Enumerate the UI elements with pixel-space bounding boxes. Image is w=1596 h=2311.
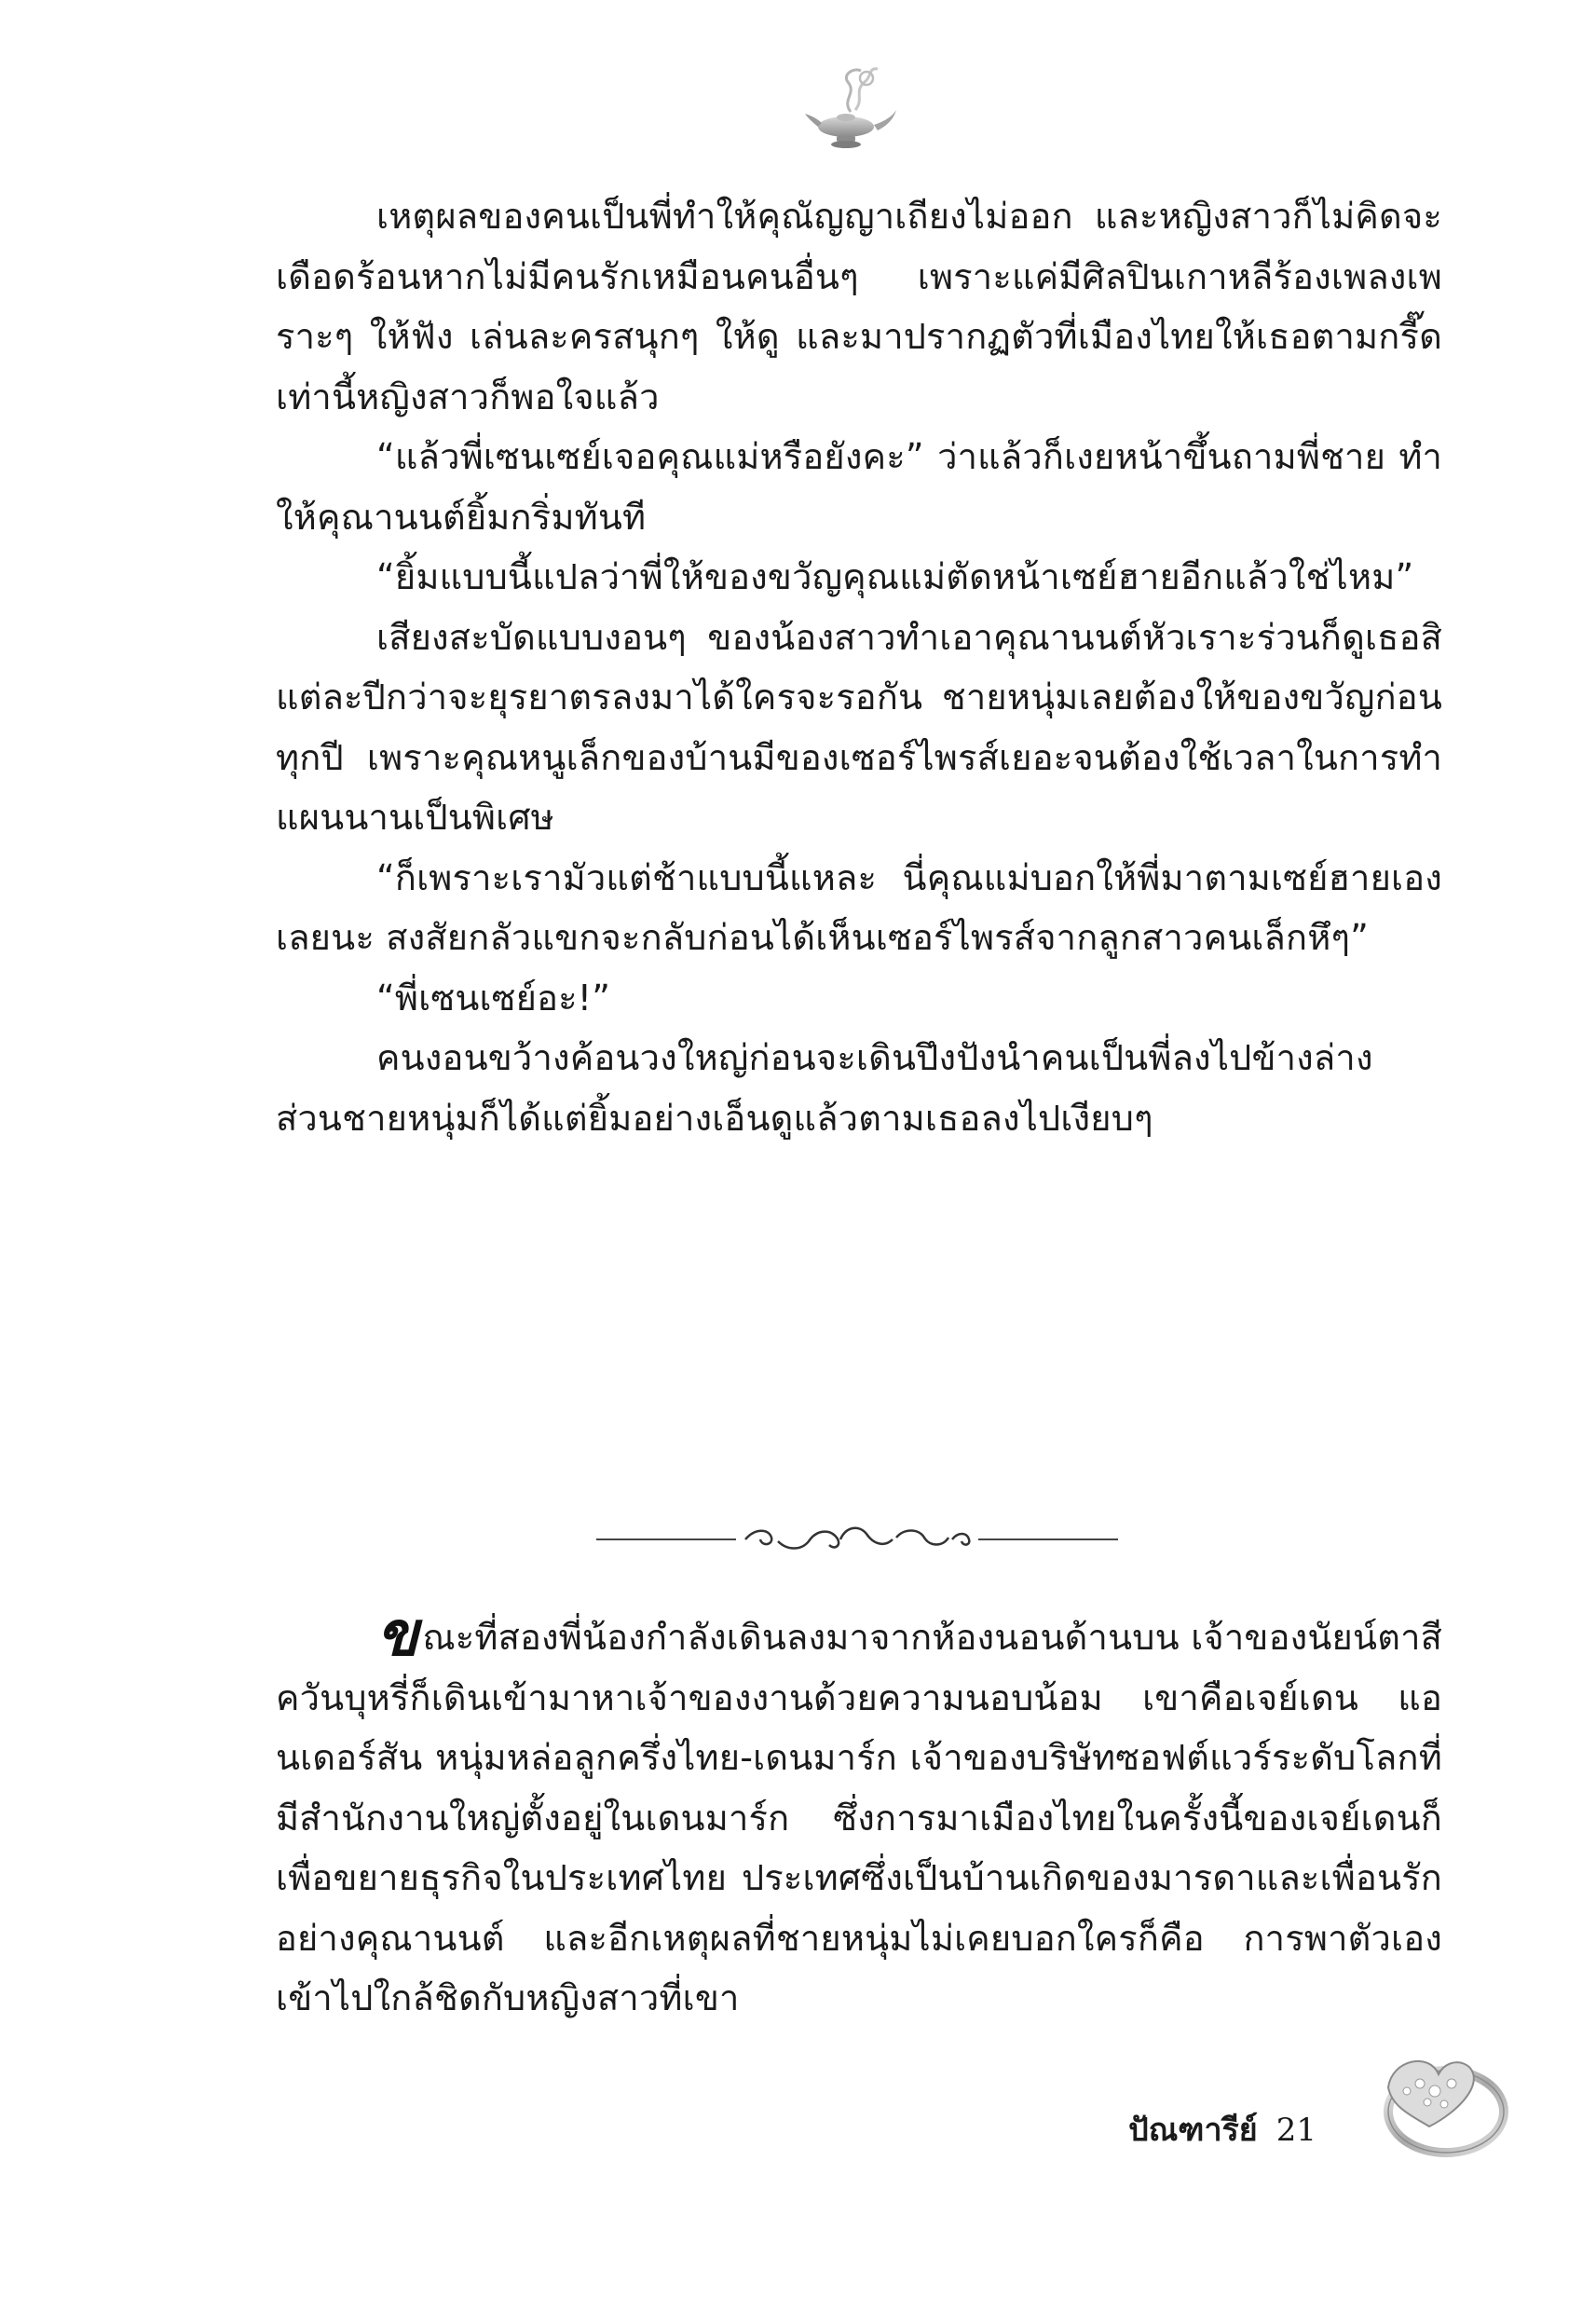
page-footer [1128,2104,1316,2154]
paragraph: “แล้วพี่เซนเซย์เจอคุณแม่หรือยังคะ” ว่าแล้วก็เงยหน้าขึ้นถามพี่ชาย ทำให้คุณานนต์ยิ้มกริ่มทันที [276,436,1442,538]
paragraph: เสียงสะบัดแบบงอนๆ ของน้องสาวทำเอาคุณานนต์หัวเราะร่วนก็ดูเธอสิ แต่ละปีกว่าจะยุรยาตรลงมาได้ใครจะรอกัน ชายหนุ่มเลยต้องให้ของขวัญก่อนทุกปี เพราะคุณหนูเล็กของบ้านมีของเซอร์ไพรส์เยอะจนต้องใช้เวลาในการทำแผนนานเป็นพิเศษ [276,616,1442,838]
body-text-section-2 [276,1597,1442,2029]
paragraph [276,1597,1442,2029]
drop-cap: ข [376,1597,419,1670]
scroll-flourish-divider-icon [596,1519,1118,1560]
body-text-section-1 [276,186,1442,1148]
paragraph: คนงอนขว้างค้อนวงใหญ่ก่อนจะเดินปึงปังนำคนเป็นพี่ลงไปข้างล่าง ส่วนชายหนุ่มก็ได้แต่ยิ้มอย่างเอ็นดูแล้วตามเธอลงไปเงียบๆ [276,1037,1373,1139]
paragraph: “พี่เซนเซย์อะ!” [376,977,611,1019]
genie-lamp-icon [799,58,902,160]
diamond-ring-icon [1360,2031,1519,2171]
page-number: 21 [1275,2112,1316,2149]
paragraph: “ก็เพราะเรามัวแต่ช้าแบบนี้แหละ นี่คุณแม่บอกให้พี่มาตามเซย์ฮายเองเลยนะ สงสัยกลัวแขกจะกลับก่อนได้เห็นเซอร์ไพรส์จากลูกสาวคนเล็กหึๆ” [276,856,1442,958]
paragraph-text: ณะที่สองพี่น้องกำลังเดินลงมาจากห้องนอนด้านบน เจ้าของนัยน์ตาสีควันบุหรี่ก็เดินเข้ามาหาเจ้าของงานด้วยความนอบน้อม เขาคือเจย์เดน แอนเดอร์สัน หนุ่มหล่อลูกครึ่งไทย-เดนมาร์ก เจ้าของบริษัทซอฟต์แวร์ระดับโลกที่มีสำนักงานใหญ่ตั้งอยู่ในเดนมาร์ก ซึ่งการมาเมืองไทยในครั้งนี้ของเจย์เดนก็เพื่อขยายธุรกิจในประเทศไทย ประเทศซึ่งเป็นบ้านเกิดของมารดาและเพื่อนรักอย่างคุณานนต์ และอีกเหตุผลที่ชายหนุ่มไม่เคยบอกใครก็คือ การพาตัวเองเข้าไปใกล้ชิดกับหญิงสาวที่เขา [276,1617,1442,2018]
author-name: ปัณฑารีย์ [1128,2112,1258,2149]
paragraph: เหตุผลของคนเป็นพี่ทำให้คุณัญญาเถียงไม่ออก และหญิงสาวก็ไม่คิดจะเดือดร้อนหากไม่มีคนรักเหมือนคนอื่นๆ เพราะแค่มีศิลปินเกาหลีร้องเพลงเพราะๆ ให้ฟัง เล่นละครสนุกๆ ให้ดู และมาปรากฏตัวที่เมืองไทยให้เธอตามกรี๊ด เท่านี้หญิงสาวก็พอใจแล้ว [276,196,1442,417]
paragraph: “ยิ้มแบบนี้แปลว่าพี่ให้ของขวัญคุณแม่ตัดหน้าเซย์ฮายอีกแล้วใช่ไหม” [376,556,1414,597]
